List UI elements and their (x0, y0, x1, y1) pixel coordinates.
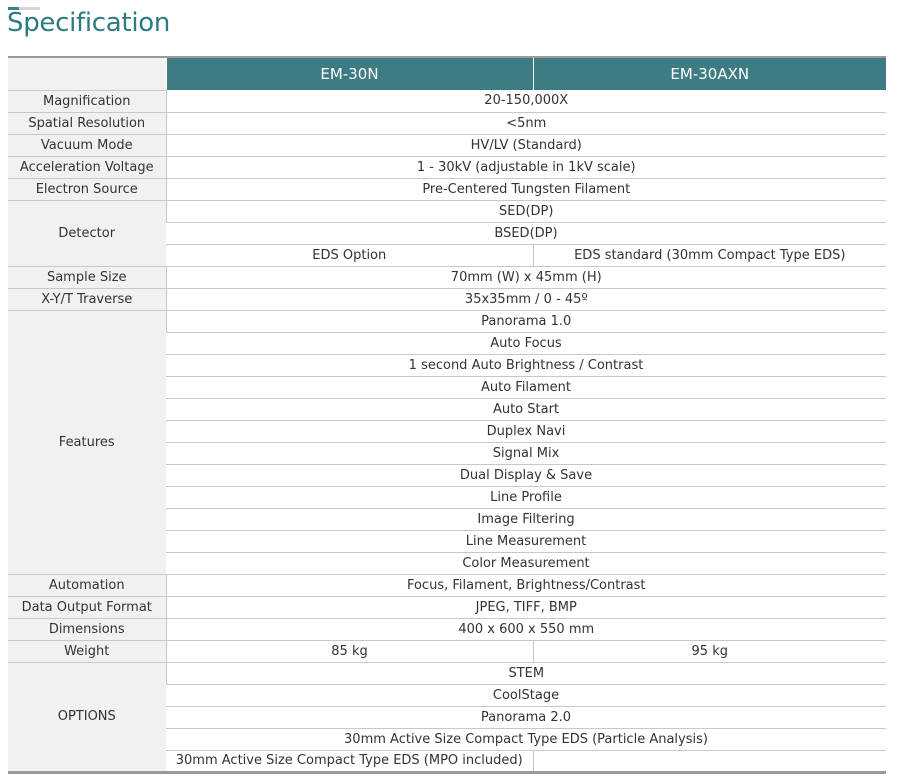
table-row (8, 574, 886, 596)
value-detector-sed: SED(DP) (166, 200, 886, 222)
table-row (8, 266, 886, 288)
table-row (8, 662, 886, 684)
table-row (8, 134, 886, 156)
feature-item: Panorama 1.0 (166, 310, 886, 332)
option-item: CoolStage (166, 684, 886, 706)
feature-item: Duplex Navi (166, 420, 886, 442)
option-item: Panorama 2.0 (166, 706, 886, 728)
row-label-detector: Detector (8, 200, 166, 266)
table-row (8, 90, 886, 112)
page-title: Specification (7, 8, 171, 38)
row-label-dimensions: Dimensions (8, 618, 166, 640)
row-label-automation: Automation (8, 574, 166, 596)
table-row (8, 178, 886, 200)
value-magnification: 20-150,000X (166, 90, 886, 112)
value-weight-em-30n: 85 kg (166, 640, 533, 662)
value-automation: Focus, Filament, Brightness/Contrast (166, 574, 886, 596)
row-label-options: OPTIONS (8, 662, 166, 772)
feature-item: Auto Filament (166, 376, 886, 398)
row-label-vacuum-mode: Vacuum Mode (8, 134, 166, 156)
header-corner-cell (8, 57, 166, 90)
feature-item: Line Measurement (166, 530, 886, 552)
row-label-electron-source: Electron Source (8, 178, 166, 200)
row-label-data-output: Data Output Format (8, 596, 166, 618)
value-data-output: JPEG, TIFF, BMP (166, 596, 886, 618)
row-label-sample-size: Sample Size (8, 266, 166, 288)
value-dimensions: 400 x 600 x 550 mm (166, 618, 886, 640)
feature-item: Signal Mix (166, 442, 886, 464)
value-detector-eds-em-30axn: EDS standard (30mm Compact Type EDS) (533, 244, 886, 266)
row-label-weight: Weight (8, 640, 166, 662)
value-detector-bsed: BSED(DP) (166, 222, 886, 244)
option-item-em-30n: 30mm Active Size Compact Type EDS (MPO included) (175, 753, 523, 768)
option-item: 30mm Active Size Compact Type EDS (Particle Analysis) (166, 728, 886, 750)
option-item-em-30axn (533, 750, 886, 772)
value-weight-em-30axn: 95 kg (533, 640, 886, 662)
feature-item: Color Measurement (166, 552, 886, 574)
table-row (8, 112, 886, 134)
row-label-traverse: X-Y/T Traverse (8, 288, 166, 310)
value-vacuum-mode: HV/LV (Standard) (166, 134, 886, 156)
table-row (8, 618, 886, 640)
spec-table (8, 56, 886, 774)
feature-item: 1 second Auto Brightness / Contrast (166, 354, 886, 376)
value-acceleration-voltage: 1 - 30kV (adjustable in 1kV scale) (166, 156, 886, 178)
header-row (8, 57, 886, 90)
feature-item: Dual Display & Save (166, 464, 886, 486)
table-row (8, 156, 886, 178)
feature-item: Auto Start (166, 398, 886, 420)
value-traverse: 35x35mm / 0 - 45º (166, 288, 886, 310)
table-row (8, 596, 886, 618)
table-row (8, 310, 886, 332)
feature-item: Line Profile (166, 486, 886, 508)
table-row (8, 200, 886, 222)
model-header-em-30axn: EM-30AXN (533, 57, 886, 90)
value-electron-source: Pre-Centered Tungsten Filament (166, 178, 886, 200)
feature-item: Auto Focus (166, 332, 886, 354)
row-label-acceleration-voltage: Acceleration Voltage (8, 156, 166, 178)
feature-item: Image Filtering (166, 508, 886, 530)
value-spatial-resolution: <5nm (166, 112, 886, 134)
table-row (8, 288, 886, 310)
row-label-spatial-resolution: Spatial Resolution (8, 112, 166, 134)
table-row (8, 640, 886, 662)
value-detector-eds-em-30n: EDS Option (166, 244, 533, 266)
value-sample-size: 70mm (W) x 45mm (H) (166, 266, 886, 288)
row-label-magnification: Magnification (8, 90, 166, 112)
option-item: STEM (166, 662, 886, 684)
row-label-features: Features (8, 310, 166, 574)
model-header-em-30n: EM-30N (166, 57, 533, 90)
